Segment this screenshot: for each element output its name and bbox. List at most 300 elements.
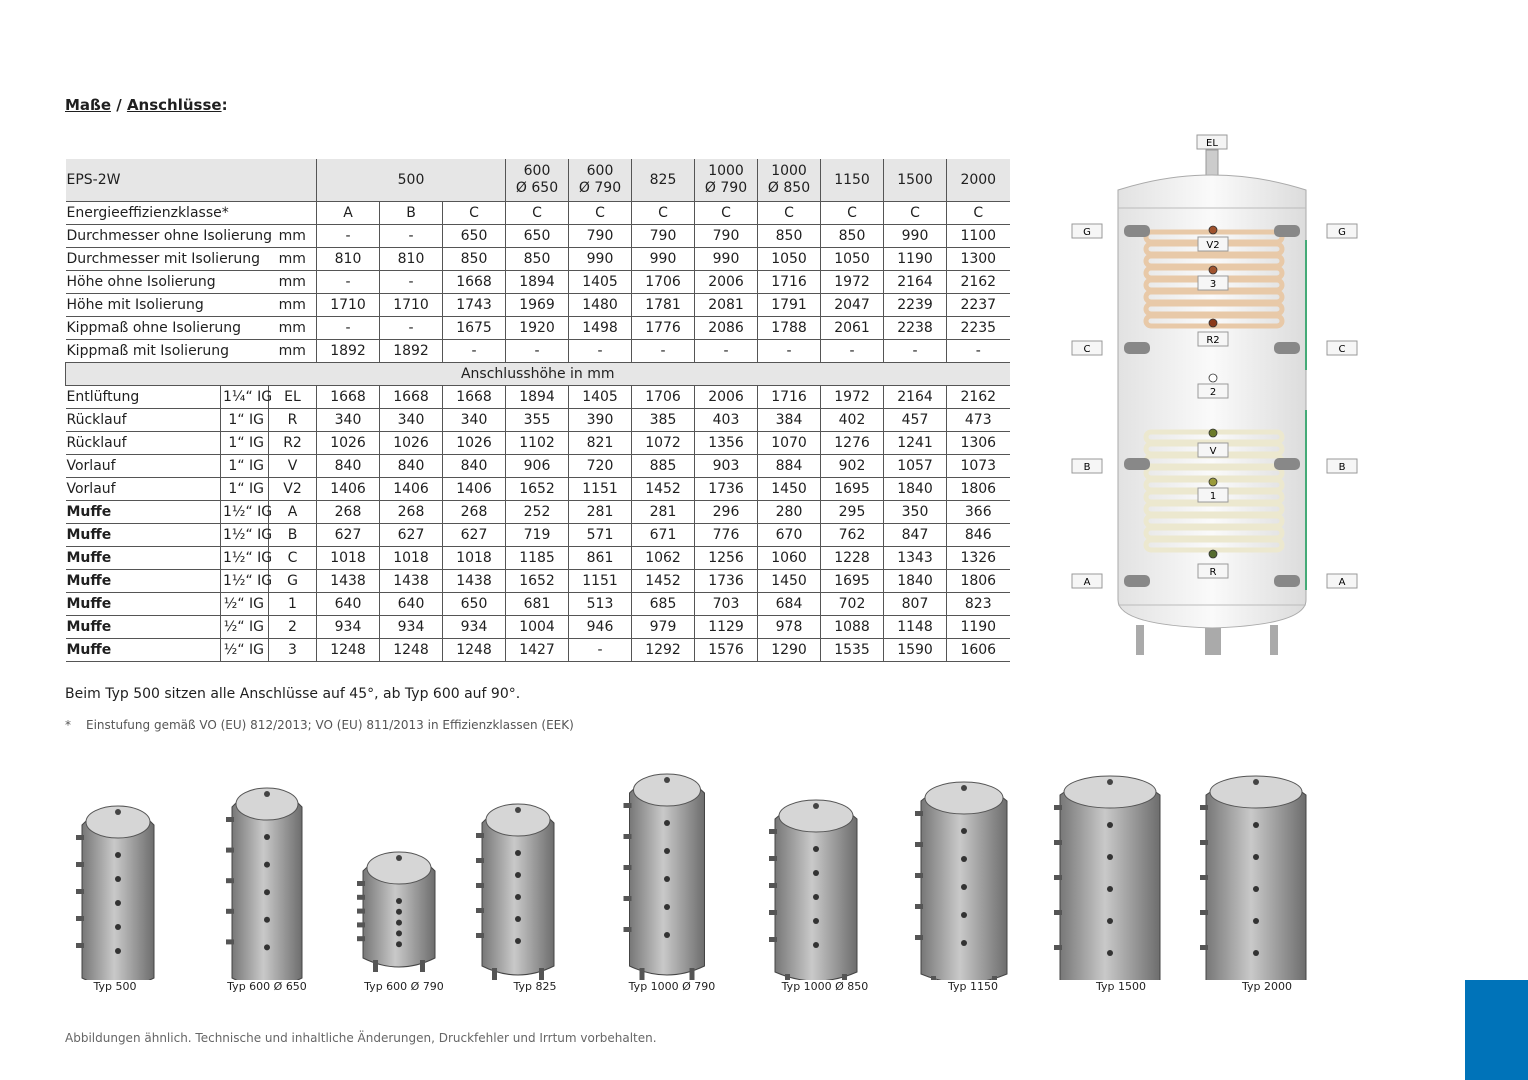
- diagram-label-n3: 3: [1209, 279, 1217, 290]
- table-cell: 1151: [569, 570, 632, 593]
- table-cell: 861: [569, 547, 632, 570]
- table-cell: C: [569, 202, 632, 225]
- row-label: Vorlauf: [66, 478, 221, 501]
- table-cell: 350: [884, 501, 947, 524]
- table-cell: 850: [821, 225, 884, 248]
- tank-illustrations: [60, 760, 1340, 980]
- table-cell: 1256: [695, 547, 758, 570]
- table-cell: 457: [884, 409, 947, 432]
- table-cell: -: [443, 340, 506, 363]
- table-cell: 906: [506, 455, 569, 478]
- table-cell: 885: [632, 455, 695, 478]
- table-row: [66, 225, 1073, 248]
- table-cell: 1343: [884, 547, 947, 570]
- size-header: [821, 159, 884, 202]
- table-cell: 1710: [380, 294, 443, 317]
- table-cell: -: [317, 271, 380, 294]
- heading-separator: /: [111, 96, 127, 114]
- table-row: [66, 616, 1073, 639]
- table-cell: 366: [947, 501, 1010, 524]
- table-cell: 1892: [317, 340, 380, 363]
- row-unit: mm: [269, 225, 317, 248]
- table-cell: 1706: [632, 271, 695, 294]
- row-label: Muffe: [66, 547, 221, 570]
- table-cell: 268: [443, 501, 506, 524]
- table-cell: 2238: [884, 317, 947, 340]
- row-code: G: [269, 570, 317, 593]
- table-cell: 1406: [380, 478, 443, 501]
- table-cell: C: [758, 202, 821, 225]
- diagram-side-label-c: C: [1083, 344, 1091, 355]
- table-cell: 1576: [695, 639, 758, 662]
- row-label: Muffe: [66, 524, 221, 547]
- row-label: Vorlauf: [66, 455, 221, 478]
- table-cell: 1894: [506, 271, 569, 294]
- table-cell: 403: [695, 409, 758, 432]
- table-cell: 934: [317, 616, 380, 639]
- table-cell: 1452: [632, 570, 695, 593]
- table-cell: 1736: [695, 570, 758, 593]
- table-cell: 840: [317, 455, 380, 478]
- table-cell: 1406: [317, 478, 380, 501]
- table-cell: 1292: [632, 639, 695, 662]
- table-cell: -: [947, 340, 1010, 363]
- size-header-label: 1150: [834, 171, 870, 188]
- row-unit: mm: [269, 294, 317, 317]
- row-code: 3: [269, 639, 317, 662]
- tank-illustration: [769, 800, 857, 980]
- row-label: Rücklauf: [66, 432, 221, 455]
- table-cell: -: [884, 340, 947, 363]
- size-header-diameter: Ø 790: [578, 180, 622, 196]
- diagram-label-n2: 2: [1209, 387, 1217, 398]
- tank-illustration: [1054, 776, 1160, 980]
- table-cell: 1894: [506, 386, 569, 409]
- table-cell: 2086: [695, 317, 758, 340]
- table-cell: 847: [884, 524, 947, 547]
- row-thread: 1½“ IG: [221, 570, 269, 593]
- row-code: C: [269, 547, 317, 570]
- table-cell: 1776: [632, 317, 695, 340]
- tank-illustration: [476, 804, 554, 980]
- table-cell: 902: [821, 455, 884, 478]
- size-header-diameter: Ø 650: [515, 180, 559, 196]
- table-cell: 1057: [884, 455, 947, 478]
- table-cell: 1190: [884, 248, 947, 271]
- row-label: Durchmesser ohne Isolierung: [66, 225, 269, 248]
- table-cell: 473: [947, 409, 1010, 432]
- table-cell: 1102: [506, 432, 569, 455]
- size-header: [947, 159, 1010, 202]
- table-cell: 1018: [380, 547, 443, 570]
- table-cell: 1695: [821, 570, 884, 593]
- table-cell: 1452: [632, 478, 695, 501]
- table-cell: 681: [506, 593, 569, 616]
- table-cell: -: [695, 340, 758, 363]
- table-header-row: [66, 159, 1073, 202]
- table-cell: 1675: [443, 317, 506, 340]
- row-label: Energieeffizienzklasse*: [66, 202, 317, 225]
- table-cell: 2006: [695, 386, 758, 409]
- table-cell: 990: [569, 248, 632, 271]
- table-cell: C: [884, 202, 947, 225]
- table-cell: 296: [695, 501, 758, 524]
- efficiency-footnote: [65, 718, 574, 732]
- row-thread: 1½“ IG: [221, 547, 269, 570]
- table-cell: 1306: [947, 432, 1010, 455]
- tank-illustration: [1200, 776, 1306, 980]
- table-cell: 1185: [506, 547, 569, 570]
- table-cell: 1668: [317, 386, 380, 409]
- table-cell: C: [443, 202, 506, 225]
- table-cell: 1151: [569, 478, 632, 501]
- table-cell: 280: [758, 501, 821, 524]
- table-cell: 850: [443, 248, 506, 271]
- table-cell: 823: [947, 593, 1010, 616]
- size-header-diameter: Ø 850: [767, 180, 811, 196]
- table-cell: 268: [317, 501, 380, 524]
- table-cell: 1427: [506, 639, 569, 662]
- table-cell: 1706: [632, 386, 695, 409]
- table-cell: C: [506, 202, 569, 225]
- table-row: [66, 593, 1073, 616]
- table-cell: 1300: [947, 248, 1010, 271]
- table-cell: 1450: [758, 570, 821, 593]
- table-cell: 1050: [758, 248, 821, 271]
- table-cell: 650: [443, 225, 506, 248]
- table-cell: -: [380, 317, 443, 340]
- tank-illustration: [357, 852, 435, 972]
- tank-illustration: [76, 806, 154, 980]
- heading-colon: :: [221, 96, 228, 114]
- table-cell: 1050: [821, 248, 884, 271]
- table-cell: 670: [758, 524, 821, 547]
- table-cell: 252: [506, 501, 569, 524]
- tank-label: Typ 2000: [1242, 980, 1292, 993]
- row-label: Muffe: [66, 639, 221, 662]
- section-row: [66, 363, 1073, 386]
- table-cell: 627: [380, 524, 443, 547]
- table-cell: 2239: [884, 294, 947, 317]
- table-cell: 846: [947, 524, 1010, 547]
- row-label: Höhe mit Isolierung: [66, 294, 269, 317]
- size-header: [758, 159, 821, 202]
- size-header: [695, 159, 758, 202]
- table-cell: C: [695, 202, 758, 225]
- tank-illustration: [624, 774, 705, 980]
- table-cell: 762: [821, 524, 884, 547]
- table-cell: -: [506, 340, 569, 363]
- table-cell: 1498: [569, 317, 632, 340]
- table-cell: 1892: [380, 340, 443, 363]
- table-cell: 1716: [758, 271, 821, 294]
- table-cell: 1026: [380, 432, 443, 455]
- table-cell: -: [632, 340, 695, 363]
- table-cell: 2237: [947, 294, 1010, 317]
- table-cell: 990: [632, 248, 695, 271]
- table-cell: 1438: [380, 570, 443, 593]
- tank-label: Typ 600 Ø 650: [227, 980, 307, 993]
- table-row: [66, 455, 1073, 478]
- table-cell: 1806: [947, 570, 1010, 593]
- table-cell: 702: [821, 593, 884, 616]
- table-cell: 1356: [695, 432, 758, 455]
- table-cell: 1788: [758, 317, 821, 340]
- table-row: [66, 570, 1073, 593]
- row-unit: mm: [269, 271, 317, 294]
- table-cell: 1248: [380, 639, 443, 662]
- table-cell: C: [821, 202, 884, 225]
- diagram-side-label-a: A: [1083, 577, 1091, 588]
- table-cell: 1652: [506, 570, 569, 593]
- table-cell: 990: [695, 248, 758, 271]
- table-cell: 340: [380, 409, 443, 432]
- table-cell: 685: [632, 593, 695, 616]
- table-cell: 640: [380, 593, 443, 616]
- table-cell: 776: [695, 524, 758, 547]
- table-cell: 571: [569, 524, 632, 547]
- table-cell: 513: [569, 593, 632, 616]
- row-thread: 1“ IG: [221, 455, 269, 478]
- row-label: Muffe: [66, 593, 221, 616]
- tank-label: Typ 1000 Ø 790: [628, 980, 716, 993]
- table-cell: -: [317, 225, 380, 248]
- table-cell: 1606: [947, 639, 1010, 662]
- table-row: [66, 547, 1073, 570]
- table-cell: 295: [821, 501, 884, 524]
- diagram-label-r2: R2: [1206, 335, 1220, 346]
- row-thread: 1“ IG: [221, 432, 269, 455]
- table-cell: 1652: [506, 478, 569, 501]
- table-cell: 340: [443, 409, 506, 432]
- table-cell: 2235: [947, 317, 1010, 340]
- tank-illustration: [226, 788, 302, 980]
- diagram-label-v: V: [1209, 446, 1217, 457]
- table-row: [66, 409, 1073, 432]
- table-cell: 1969: [506, 294, 569, 317]
- table-cell: 281: [632, 501, 695, 524]
- table-cell: -: [821, 340, 884, 363]
- table-cell: 934: [443, 616, 506, 639]
- table-cell: -: [758, 340, 821, 363]
- table-cell: 821: [569, 432, 632, 455]
- table-cell: 1972: [821, 386, 884, 409]
- table-cell: 1060: [758, 547, 821, 570]
- heading-connections: Anschlüsse: [126, 96, 222, 114]
- table-cell: 979: [632, 616, 695, 639]
- table-cell: 2164: [884, 386, 947, 409]
- tank-label: Typ 1000 Ø 850: [781, 980, 869, 993]
- table-cell: -: [380, 225, 443, 248]
- table-cell: 1290: [758, 639, 821, 662]
- table-row: [66, 294, 1073, 317]
- table-cell: 810: [380, 248, 443, 271]
- table-cell: 1026: [443, 432, 506, 455]
- table-cell: 884: [758, 455, 821, 478]
- table-cell: 1450: [758, 478, 821, 501]
- row-code: R: [269, 409, 317, 432]
- section-heading: [65, 96, 228, 114]
- row-code: 2: [269, 616, 317, 639]
- diagram-side-label-g: G: [1338, 227, 1346, 238]
- table-cell: 390: [569, 409, 632, 432]
- table-cell: 650: [506, 225, 569, 248]
- table-cell: 1088: [821, 616, 884, 639]
- table-cell: 1190: [947, 616, 1010, 639]
- table-cell: 627: [443, 524, 506, 547]
- table-cell: 1736: [695, 478, 758, 501]
- row-thread: ½“ IG: [221, 639, 269, 662]
- size-header-label: 1000: [708, 163, 744, 179]
- table-cell: 1743: [443, 294, 506, 317]
- table-cell: -: [569, 639, 632, 662]
- table-cell: 934: [380, 616, 443, 639]
- tank-label: Typ 825: [513, 980, 557, 993]
- table-cell: 2162: [947, 386, 1010, 409]
- table-cell: 703: [695, 593, 758, 616]
- table-cell: 1100: [947, 225, 1010, 248]
- table-cell: 1840: [884, 478, 947, 501]
- row-unit: mm: [269, 317, 317, 340]
- table-cell: 384: [758, 409, 821, 432]
- table-cell: 790: [632, 225, 695, 248]
- row-code: R2: [269, 432, 317, 455]
- table-cell: 1228: [821, 547, 884, 570]
- row-code: V2: [269, 478, 317, 501]
- table-cell: 1018: [317, 547, 380, 570]
- table-cell: 840: [380, 455, 443, 478]
- table-row: [66, 501, 1073, 524]
- table-cell: 1920: [506, 317, 569, 340]
- table-cell: 790: [695, 225, 758, 248]
- table-cell: 1972: [821, 271, 884, 294]
- row-unit: mm: [269, 248, 317, 271]
- diagram-side-label-b: B: [1083, 462, 1091, 473]
- orientation-note: Beim Typ 500 sitzen alle Anschlüsse auf 45°, ab Typ 600 auf 90°.: [65, 686, 521, 702]
- table-row: [66, 271, 1073, 294]
- diagram-side-label-c: C: [1338, 344, 1346, 355]
- footnote-star: *: [65, 718, 71, 732]
- tank-label: Typ 600 Ø 790: [364, 980, 444, 993]
- row-unit: mm: [269, 340, 317, 363]
- table-cell: B: [380, 202, 443, 225]
- table-cell: -: [380, 271, 443, 294]
- table-cell: 281: [569, 501, 632, 524]
- table-cell: 1062: [632, 547, 695, 570]
- table-cell: 1248: [317, 639, 380, 662]
- table-cell: 1326: [947, 547, 1010, 570]
- table-cell: 1668: [380, 386, 443, 409]
- size-header-label: 825: [649, 171, 677, 188]
- row-thread: ½“ IG: [221, 616, 269, 639]
- table-cell: 719: [506, 524, 569, 547]
- table-row: [66, 524, 1073, 547]
- table-cell: 946: [569, 616, 632, 639]
- table-cell: 720: [569, 455, 632, 478]
- table-cell: 650: [443, 593, 506, 616]
- table-cell: 1405: [569, 271, 632, 294]
- table-cell: 2162: [947, 271, 1010, 294]
- table-cell: 1716: [758, 386, 821, 409]
- brand-color-tab: [1465, 980, 1528, 1080]
- size-header-label: 600: [586, 163, 614, 179]
- table-cell: 1405: [569, 386, 632, 409]
- row-code: B: [269, 524, 317, 547]
- model-name: EPS-2W: [66, 159, 317, 202]
- table-cell: 268: [380, 501, 443, 524]
- row-code: V: [269, 455, 317, 478]
- table-cell: 684: [758, 593, 821, 616]
- table-cell: 1480: [569, 294, 632, 317]
- row-label: Rücklauf: [66, 409, 221, 432]
- table-cell: 1072: [632, 432, 695, 455]
- table-cell: 1438: [317, 570, 380, 593]
- table-cell: 2164: [884, 271, 947, 294]
- size-header: [506, 159, 569, 202]
- table-cell: 1590: [884, 639, 947, 662]
- diagram-label-r: R: [1209, 567, 1217, 578]
- table-cell: 1781: [632, 294, 695, 317]
- table-cell: 810: [317, 248, 380, 271]
- row-code: 1: [269, 593, 317, 616]
- section-title: Anschlusshöhe in mm: [66, 363, 1010, 386]
- table-cell: 1148: [884, 616, 947, 639]
- table-cell: -: [569, 340, 632, 363]
- table-cell: 903: [695, 455, 758, 478]
- diagram-label-v2: V2: [1206, 240, 1220, 251]
- tank-label: Typ 1500: [1096, 980, 1146, 993]
- table-cell: 2061: [821, 317, 884, 340]
- heading-dimensions: Maße: [65, 96, 112, 114]
- row-thread: 1“ IG: [221, 478, 269, 501]
- table-cell: 2006: [695, 271, 758, 294]
- row-thread: 1½“ IG: [221, 524, 269, 547]
- table-cell: 790: [569, 225, 632, 248]
- table-cell: 1710: [317, 294, 380, 317]
- size-header: [884, 159, 947, 202]
- table-cell: 627: [317, 524, 380, 547]
- row-label: Durchmesser mit Isolierung: [66, 248, 269, 271]
- table-cell: 355: [506, 409, 569, 432]
- connection-diagram: [1060, 130, 1380, 670]
- row-label: Kippmaß mit Isolierung: [66, 340, 269, 363]
- table-cell: 1406: [443, 478, 506, 501]
- table-cell: 1241: [884, 432, 947, 455]
- row-label: Kippmaß ohne Isolierung: [66, 317, 269, 340]
- table-cell: C: [632, 202, 695, 225]
- table-cell: 385: [632, 409, 695, 432]
- table-cell: 1791: [758, 294, 821, 317]
- table-cell: 671: [632, 524, 695, 547]
- table-cell: 1668: [443, 271, 506, 294]
- size-header: [569, 159, 632, 202]
- table-row: [66, 386, 1073, 409]
- table-cell: 850: [506, 248, 569, 271]
- label-el-text: EL: [1206, 138, 1218, 149]
- table-cell: 990: [884, 225, 947, 248]
- size-header-label: 2000: [960, 171, 997, 188]
- row-thread: 1½“ IG: [221, 501, 269, 524]
- table-cell: 1535: [821, 639, 884, 662]
- table-cell: 850: [758, 225, 821, 248]
- table-cell: 1026: [317, 432, 380, 455]
- table-cell: 1695: [821, 478, 884, 501]
- diagram-side-label-g: G: [1083, 227, 1091, 238]
- spec-table: [65, 159, 1073, 662]
- table-cell: A: [317, 202, 380, 225]
- tank-label: Typ 500: [93, 980, 137, 993]
- row-thread: 1“ IG: [221, 409, 269, 432]
